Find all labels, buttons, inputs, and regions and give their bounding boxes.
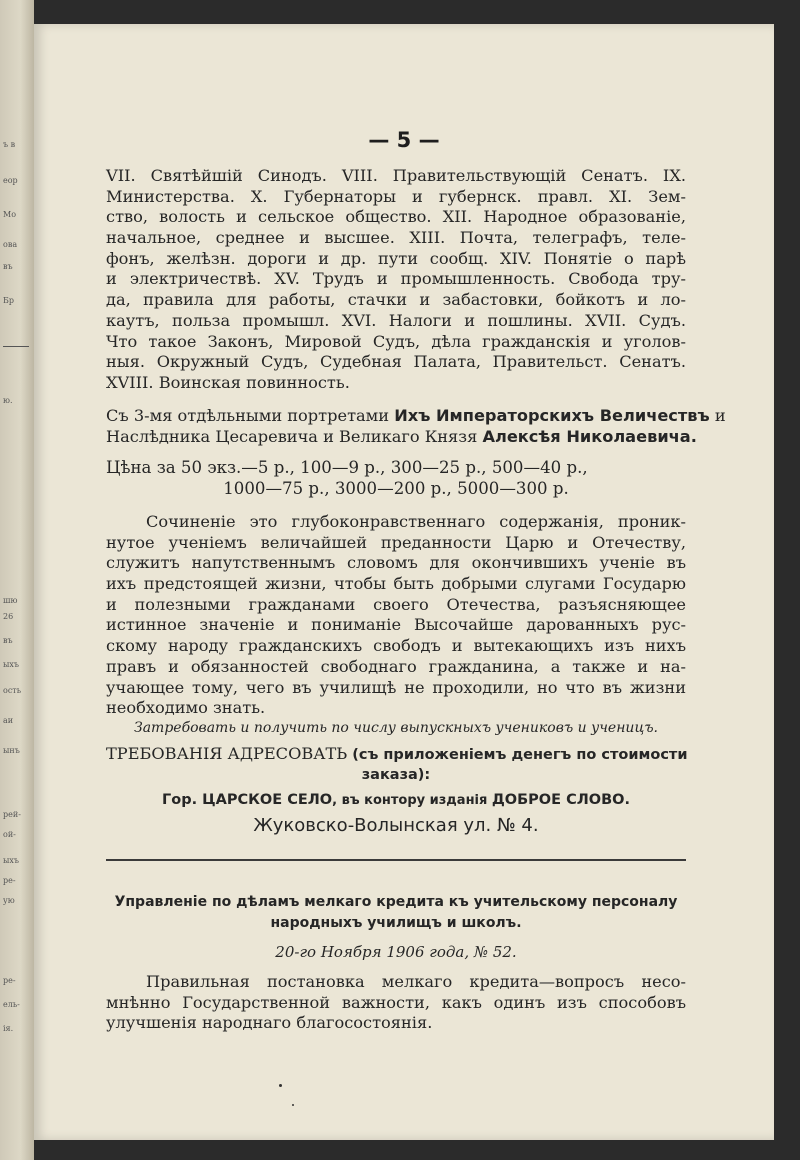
text-line: истинное значеніе и пониманіе Высочайше дарованныхъ рус-	[106, 615, 686, 635]
address-prefix: Гор.	[162, 792, 203, 809]
previous-page-edge	[0, 0, 34, 1160]
text-line: ныя. Окружный Судъ, Судебная Палата, Правительст. Сенатъ.	[106, 352, 686, 372]
address-middle: , въ контору изданія	[332, 793, 492, 809]
edge-fragment: ре-	[3, 876, 16, 885]
text-line: мнѣнно Государственной важности, какъ одинъ изъ способовъ	[106, 992, 686, 1012]
text-line: Министерства. X. Губернаторы и губернск. правл. XI. Зем-	[106, 186, 686, 206]
portraits-plain-text: Наслѣдника Цесаревича и Великаго Князя	[106, 426, 483, 446]
text-line: и полезными гражданами своего Отечества, разъясняющее	[106, 594, 686, 614]
price-line: 1000—75 р., 3000—200 р., 5000—300 р.	[223, 478, 569, 498]
ink-spot	[279, 1084, 282, 1087]
edge-fragment: ія.	[3, 1024, 14, 1033]
text-line: каутъ, польза промышл. XVI. Налоги и пошлины. XVII. Судъ.	[106, 310, 686, 330]
address-caps: ТРЕБОВАНІЯ АДРЕСОВАТЬ	[106, 744, 348, 763]
edge-fragment: ъ в	[3, 140, 16, 149]
page-number: — 5 —	[368, 128, 440, 152]
edge-fragment: ость	[3, 686, 22, 695]
text-line: VII. Святѣйшій Синодъ. VIII. Правительствующій Сенатъ. IX.	[106, 166, 686, 185]
address-city: ЦАРСКОЕ СЕЛО	[202, 792, 333, 809]
text-line: скому народу гражданскихъ свободъ и вытекающихъ изъ нихъ	[106, 636, 686, 656]
portraits-plain-text: Съ 3-мя отдѣльными портретами	[106, 406, 395, 425]
section-heading	[106, 892, 686, 933]
edge-fragment: ыхъ	[3, 856, 19, 865]
closing-paragraph	[106, 972, 686, 1034]
edge-fragment: Бр	[3, 296, 14, 305]
text-line: служитъ напутственнымъ словомъ для окончившихъ ученіе въ	[106, 553, 686, 573]
address-line	[106, 789, 686, 810]
text-line	[106, 426, 697, 448]
portraits-bold-text: Ихъ Императорскихъ Величествъ	[394, 406, 710, 425]
text-line: Что такое Законъ, Мировой Судъ, дѣла гражданскія и уголов-	[106, 331, 686, 351]
edge-fragment: ю.	[3, 396, 13, 405]
address-rest: (съ приложеніемъ денегъ по стоимости	[347, 747, 688, 763]
text-line: начальное, среднее и высшее. XIII. Почта, телеграфъ, теле-	[106, 228, 686, 248]
address-line	[106, 744, 686, 765]
edge-fragment: ую	[3, 896, 15, 905]
edge-fragment: ова	[3, 240, 18, 249]
address-street: Жуковско-Волынская ул. № 4.	[253, 815, 539, 837]
portraits-note	[106, 406, 726, 447]
edge-dash	[3, 346, 29, 347]
edge-fragment: ыхъ	[3, 660, 19, 669]
contents-paragraph	[106, 166, 686, 394]
dateline	[106, 942, 686, 963]
price-line: Цѣна за 50 экз.—5 р., 100—9 р., 300—25 р., 500—40 р.,	[106, 458, 588, 477]
order-address	[106, 744, 686, 837]
text-line: и электричествѣ. XV. Трудъ и промышленность. Свобода тру-	[106, 269, 686, 289]
text-line: улучшенія народнаго благосостоянія.	[106, 1013, 433, 1033]
text-line: XVIII. Воинская повинность.	[106, 372, 350, 392]
text-line: правъ и обязанностей свободнаго гражданина, а также и на-	[106, 656, 686, 676]
edge-fragment: ре-	[3, 976, 16, 985]
text-line: Сочиненіе это глубоконравственнаго содержанія, проник-	[146, 512, 686, 531]
section-divider	[106, 859, 686, 861]
edge-fragment: рей-	[3, 810, 21, 819]
book-page	[34, 24, 774, 1140]
text-line: учающее тому, чего въ училищѣ не проходили, но что въ жизни	[106, 677, 686, 697]
edge-fragment: ой-	[3, 830, 16, 839]
order-note	[106, 718, 686, 739]
edge-fragment: 26	[3, 612, 14, 621]
edge-fragment: въ	[3, 636, 13, 645]
order-note-line: Затребовать и получить по числу выпускныхъ учениковъ и ученицъ.	[133, 720, 658, 736]
portraits-bold-text: Алексѣя Николаевича.	[482, 426, 697, 446]
address-line: заказа):	[361, 766, 431, 783]
edge-fragment: ель-	[3, 1000, 20, 1009]
edge-fragment: аи	[3, 716, 14, 725]
edge-fragment: шю	[3, 596, 18, 605]
dateline-text: 20-го Ноября 1906 года, № 52.	[275, 943, 517, 961]
text-line: нутое ученіемъ величайшей преданности Царю и Отечеству,	[106, 532, 686, 552]
text-line: необходимо знать.	[106, 698, 266, 718]
heading-line: Управленіе по дѣламъ мелкаго кредита къ учительскому персоналу	[114, 894, 678, 910]
text-line: фонъ, желѣзн. дороги и др. пути сообщ. XIV. Понятіе о парѣ	[106, 248, 686, 268]
portraits-end-text: и	[709, 406, 726, 425]
text-line: ство, волость и сельское общество. XII. Народное образованіе,	[106, 207, 686, 227]
edge-fragment: ынъ	[3, 746, 20, 755]
address-publisher: ДОБРОЕ СЛОВО.	[491, 792, 630, 809]
edge-fragment: въ	[3, 262, 13, 271]
edge-fragment: Мо	[3, 210, 17, 219]
heading-line: народныхъ училищъ и школъ.	[270, 914, 522, 931]
price-list	[106, 458, 686, 499]
text-line: ихъ предстоящей жизни, чтобы быть добрыми слугами Государю	[106, 574, 686, 594]
text-line: да, правила для работы, стачки и забастовки, бойкотъ и ло-	[106, 290, 686, 310]
text-line: Правильная постановка мелкаго кредита—вопросъ несо-	[146, 972, 686, 991]
text-line	[106, 406, 726, 427]
ink-spot	[292, 1104, 294, 1106]
edge-fragment: еор	[3, 176, 18, 185]
description-paragraph	[106, 512, 686, 719]
